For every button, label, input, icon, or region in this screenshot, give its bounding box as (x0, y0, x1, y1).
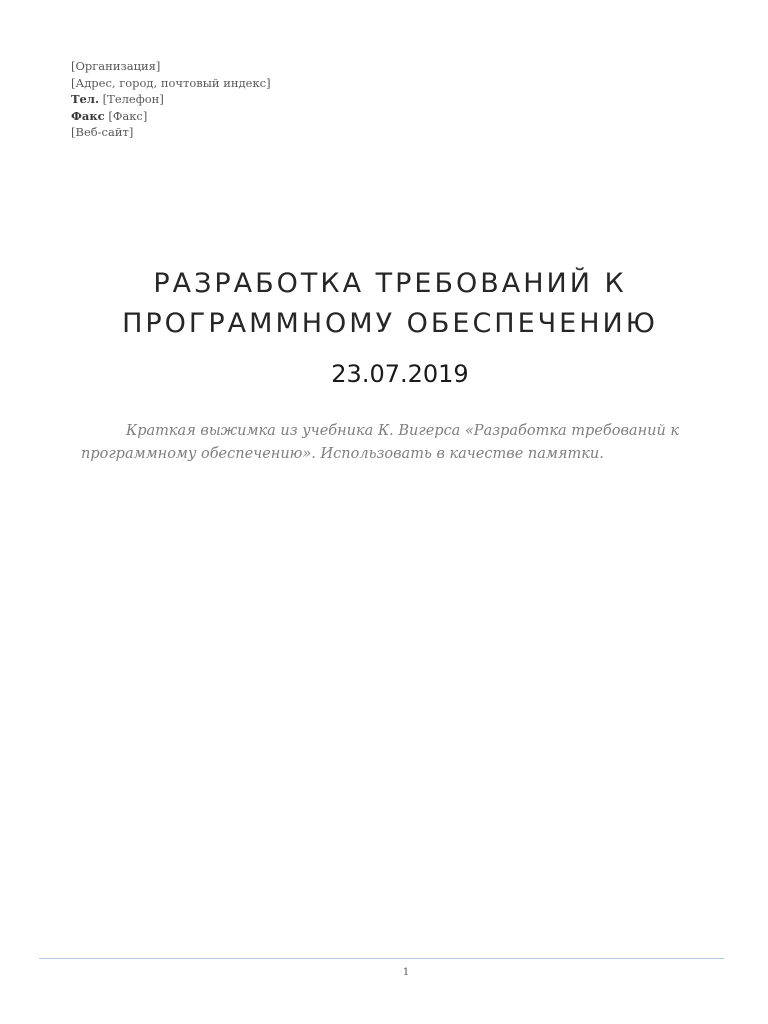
fax-line (71, 108, 271, 125)
address-field: [Адрес, город, почтовый индекс] (71, 75, 271, 90)
title-line-1: РАЗРАБОТКА ТРЕБОВАНИЙ К (153, 268, 627, 299)
contact-block (71, 58, 271, 141)
title-line-2: ПРОГРАММНОМУ ОБЕСПЕЧЕНИЮ (122, 308, 658, 339)
page-number: 1 (402, 967, 410, 978)
fax-label: Факс (71, 108, 105, 123)
document-title (0, 264, 768, 344)
phone-field: [Телефон] (102, 92, 164, 106)
organization-field: [Организация] (71, 59, 161, 73)
document-abstract: Краткая выжимка из учебника К. Вигерса «Разработка требований к программному обеспечению». Использовать в качестве памятки. (81, 423, 680, 462)
footer-divider (39, 958, 724, 959)
document-date: 23.07.2019 (331, 360, 469, 388)
website-field: [Веб-сайт] (71, 125, 134, 139)
fax-field: [Факс] (108, 108, 148, 123)
phone-line (71, 91, 271, 108)
phone-label: Тел. (71, 92, 99, 106)
